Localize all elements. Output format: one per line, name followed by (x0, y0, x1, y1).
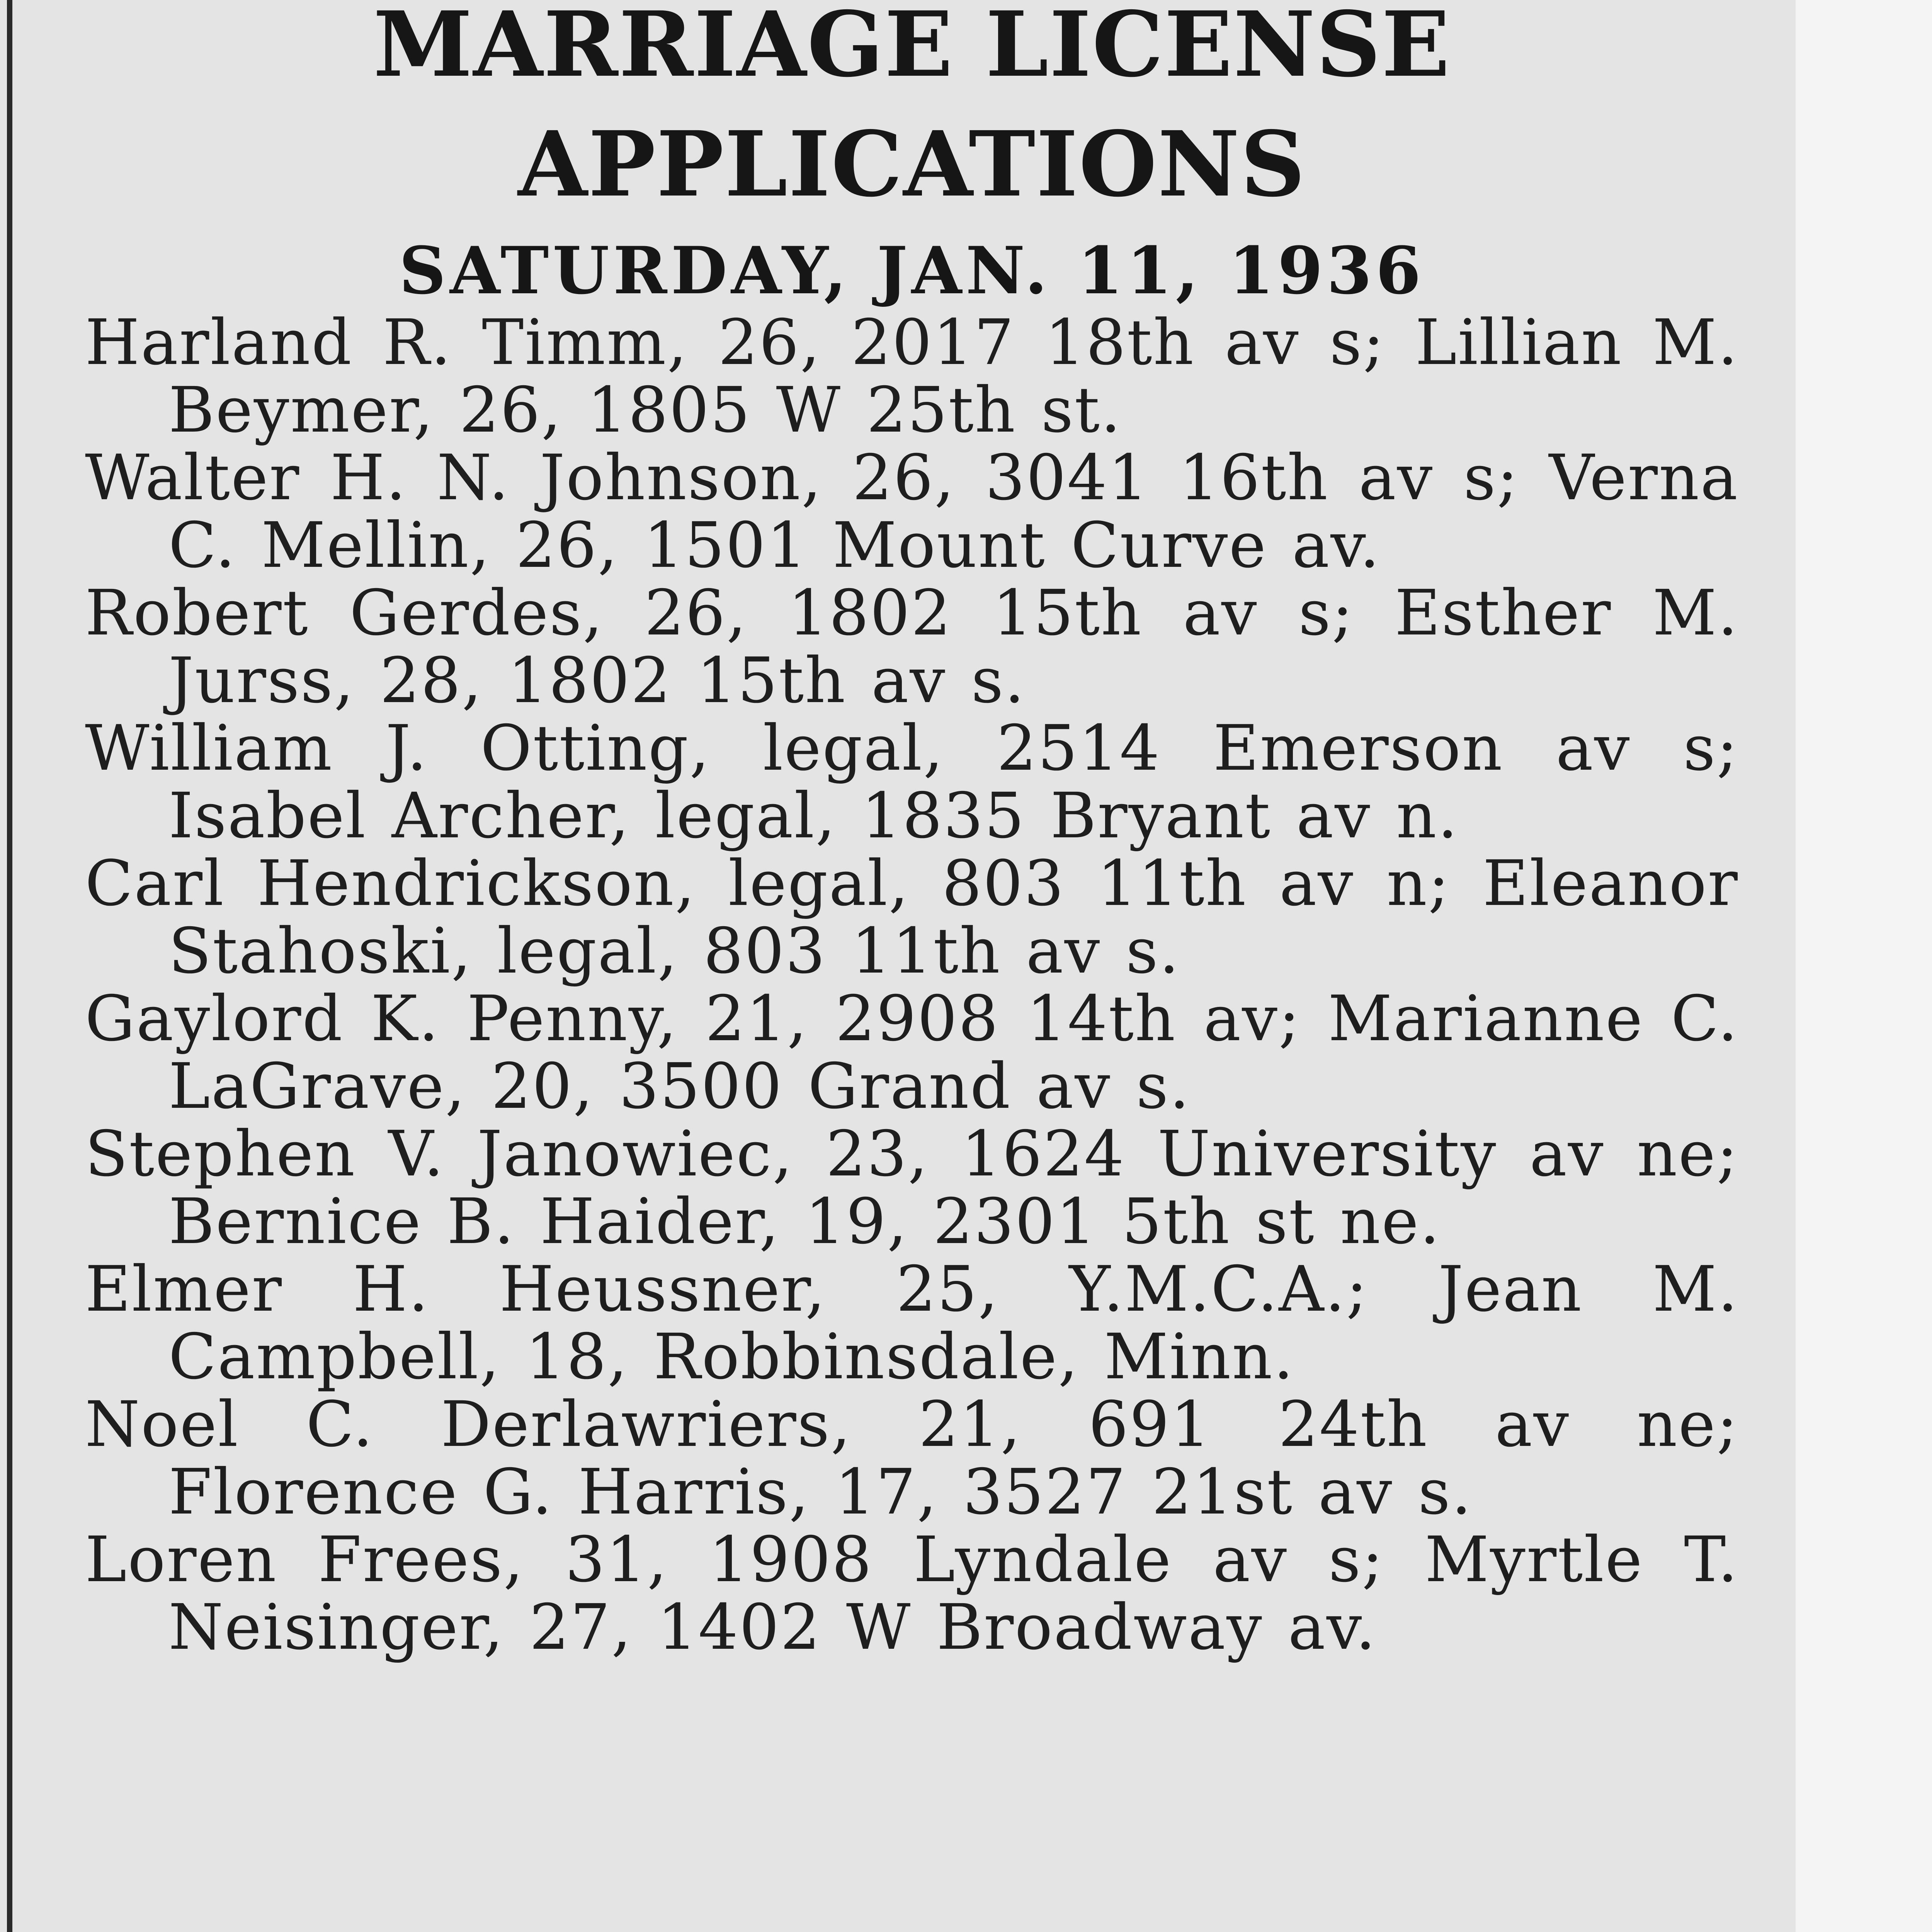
headline (85, 0, 1739, 224)
license-entry: Stephen V. Janowiec, 23, 1624 University av ne; Bernice B. Haider, 19, 2301 5th st ne. (85, 1118, 1739, 1258)
license-entry: Robert Gerdes, 26, 1802 15th av s; Esther M. Jurss, 28, 1802 15th av s. (85, 577, 1739, 717)
dateline: SATURDAY, JAN. 11, 1936 (399, 232, 1425, 309)
license-entry: Elmer H. Heussner, 25, Y.M.C.A.; Jean M. Campbell, 18, Robbinsdale, Minn. (85, 1253, 1739, 1393)
license-entry: William J. Otting, legal, 2514 Emerson av s; Isabel Archer, legal, 1835 Bryant av n. (85, 712, 1739, 852)
page-margin (1796, 0, 1932, 1932)
license-entry: Gaylord K. Penny, 21, 2908 14th av; Marianne C. LaGrave, 20, 3500 Grand av s. (85, 983, 1739, 1123)
license-entry: Loren Frees, 31, 1908 Lyndale av s; Myrtle T. Neisinger, 27, 1402 W Broadway av. (85, 1524, 1739, 1664)
article-column (85, 0, 1739, 1662)
headline-line-1: MARRIAGE LICENSE (373, 0, 1451, 97)
license-entry: Walter H. N. Johnson, 26, 3041 16th av s; Verna C. Mellin, 26, 1501 Mount Curve av. (85, 442, 1739, 582)
license-entry: Carl Hendrickson, legal, 803 11th av n; Eleanor Stahoski, legal, 803 11th av s. (85, 847, 1739, 988)
license-entry: Harland R. Timm, 26, 2017 18th av s; Lillian M. Beymer, 26, 1805 W 25th st. (85, 306, 1739, 447)
license-list (85, 306, 1739, 1664)
column-rule (7, 0, 12, 1932)
headline-line-2: APPLICATIONS (518, 111, 1306, 217)
license-entry: Noel C. Derlawriers, 21, 691 24th av ne; Florence G. Harris, 17, 3527 21st av s. (85, 1388, 1739, 1529)
